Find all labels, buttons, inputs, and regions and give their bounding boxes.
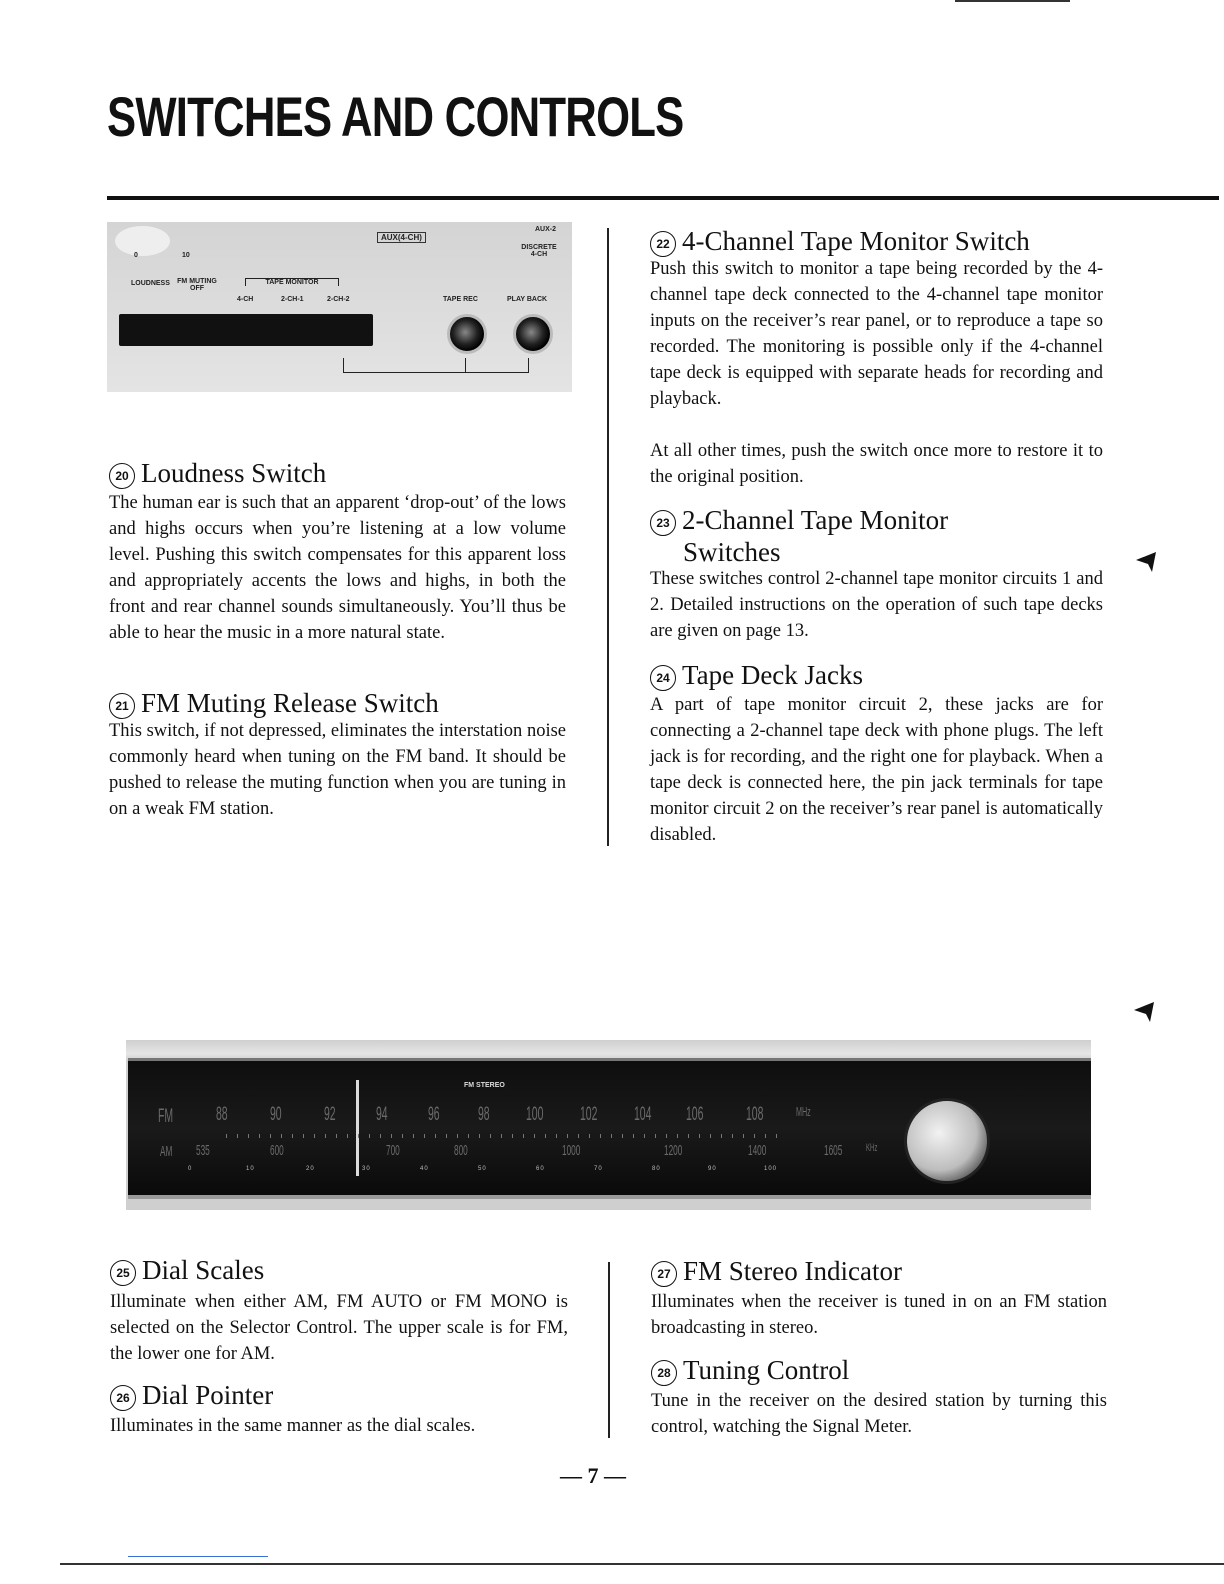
- log-mark: 70: [594, 1166, 603, 1172]
- fm-mark: 100: [526, 1104, 544, 1125]
- section-20-body: The human ear is such that an apparent ‘drop-out’ of the lows and highs occurs when you’re listening at a low volume level. Pushing this switch compensates for this apparent loss and appropriately accents the lows and highs, in both the front and rear channel sounds simultaneously. You’ll thus be able to hear the music in a more natural state.: [109, 493, 566, 643]
- fm-mark: 102: [580, 1104, 598, 1125]
- switch-panel-photo: [107, 222, 572, 392]
- callout-bracket-mid: [465, 358, 466, 372]
- aux-4ch-label: AUX(4-CH): [377, 232, 426, 243]
- fm-stereo-indicator: FM STEREO: [464, 1082, 505, 1089]
- am-band-label: AM: [160, 1143, 173, 1160]
- callout-bracket: [343, 358, 529, 373]
- section-22-body: Push this switch to monitor a tape being recorded by the 4-channel tape deck connected to the 4-channel tape monitor inputs on the receiver’s rear panel, or to reproduce a tape so recorded. The monitoring is possible only if the 4-channel tape deck is equipped with separate heads for recording and playback.: [650, 259, 1103, 409]
- section-20-title: Loudness Switch: [141, 458, 327, 488]
- column-divider-top: [607, 228, 609, 846]
- section-25-title: Dial Scales: [142, 1255, 265, 1285]
- 2ch-1-label: 2-CH-1: [281, 296, 304, 303]
- edge-mark-2: [1134, 1002, 1154, 1022]
- section-25-number: 25: [110, 1260, 136, 1286]
- fm-mark: 96: [428, 1104, 440, 1125]
- fm-band-label: FM: [158, 1106, 174, 1127]
- loudness-label: LOUDNESS: [131, 280, 170, 287]
- section-21-body: This switch, if not depressed, eliminates the interstation noise commonly heard when tuning on the FM band. It should be pushed to release the muting function when you are tuning in on a weak FM station.: [109, 721, 566, 819]
- section-27-body: Illuminates when the receiver is tuned in on an FM station broadcasting in stereo.: [651, 1292, 1107, 1338]
- section-23-number: 23: [650, 510, 676, 536]
- section-22-title: 4-Channel Tape Monitor Switch: [682, 226, 1030, 256]
- fm-scale: [216, 1104, 856, 1130]
- am-mark: 1605: [824, 1142, 843, 1159]
- am-mark: 1400: [748, 1142, 767, 1159]
- log-scale: [188, 1166, 818, 1176]
- am-mark: 1000: [562, 1142, 581, 1159]
- am-mark: 700: [386, 1142, 400, 1159]
- section-22-number: 22: [650, 231, 676, 257]
- 2ch-2-label: 2-CH-2: [327, 296, 350, 303]
- section-23-title-line2: Switches: [683, 537, 781, 567]
- knob-zero-label: 0: [134, 252, 138, 259]
- section-28-title: Tuning Control: [683, 1355, 850, 1385]
- title-rule: [107, 196, 1219, 200]
- section-22-body-2: At all other times, push the switch once more to restore it to the original position.: [650, 441, 1103, 487]
- column-divider-bottom: [608, 1262, 610, 1438]
- section-21-number: 21: [109, 693, 135, 719]
- section-26-title: Dial Pointer: [142, 1380, 274, 1410]
- 4ch-label: 4-CH: [237, 296, 254, 303]
- log-mark: 100: [764, 1166, 778, 1172]
- am-mark: 1200: [664, 1142, 683, 1159]
- push-switch-bar: [119, 314, 373, 346]
- fm-mark: 98: [478, 1104, 490, 1125]
- section-27-number: 27: [651, 1261, 677, 1287]
- page-title: SWITCHES AND CONTROLS: [107, 85, 684, 148]
- fm-mark: 104: [634, 1104, 652, 1125]
- edge-mark-1: [1136, 552, 1156, 572]
- tape-rec-label: TAPE REC: [443, 296, 478, 303]
- log-mark: 0: [188, 1166, 193, 1172]
- khz-label: KHz: [866, 1142, 878, 1154]
- fm-mark: 94: [376, 1104, 388, 1125]
- section-21-heading: [109, 688, 439, 719]
- section-26-body: Illuminates in the same manner as the dial scales.: [110, 1416, 476, 1436]
- aux-2-label: AUX-2: [535, 226, 557, 233]
- section-20-heading: [109, 458, 326, 489]
- section-28-heading: [651, 1355, 849, 1386]
- bottom-edge-line: [60, 1563, 1224, 1565]
- top-edge-line: [955, 0, 1070, 2]
- section-25-body: Illuminate when either AM, FM AUTO or FM MONO is selected on the Selector Control. The upper scale is for FM, the lower one for AM.: [110, 1292, 568, 1364]
- fm-mark: 90: [270, 1104, 282, 1125]
- section-23-heading: [650, 505, 948, 536]
- section-21-title: FM Muting Release Switch: [141, 688, 439, 718]
- section-27-title: FM Stereo Indicator: [683, 1256, 902, 1286]
- fm-mark: 88: [216, 1104, 228, 1125]
- log-mark: 40: [420, 1166, 429, 1172]
- fm-muting-label: FM MUTING OFF: [177, 278, 217, 292]
- tape-monitor-label: TAPE MONITOR: [245, 278, 339, 286]
- discrete-4ch-label: DISCRETE 4-CH: [521, 244, 557, 258]
- log-mark: 50: [478, 1166, 487, 1172]
- section-22-heading: [650, 226, 1030, 257]
- section-23-body: These switches control 2-channel tape monitor circuits 1 and 2. Detailed instructions on the operation of such tape decks are given on page 13.: [650, 569, 1103, 641]
- log-mark: 90: [708, 1166, 717, 1172]
- fm-mark: 108: [746, 1104, 764, 1125]
- section-20-number: 20: [109, 463, 135, 489]
- fm-mark: 92: [324, 1104, 336, 1125]
- section-28-body: Tune in the receiver on the desired station by turning this control, watching the Signal Meter.: [651, 1391, 1107, 1437]
- section-24-number: 24: [650, 665, 676, 691]
- section-24-heading: [650, 660, 863, 691]
- bottom-blue-line: [128, 1556, 268, 1557]
- knob-ten-label: 10: [182, 252, 190, 259]
- volume-knob: [115, 226, 170, 256]
- am-mark: 800: [454, 1142, 468, 1159]
- section-24-body: A part of tape monitor circuit 2, these jacks are for connecting a 2-channel tape deck with phone plugs. The left jack is for recording, and the right one for playback. When a tape deck is connected here, the pin jack terminals for tape monitor circuit 2 on the receiver’s rear panel is automatically disabled.: [650, 695, 1103, 845]
- log-mark: 60: [536, 1166, 545, 1172]
- tuner-dial-photo: [126, 1040, 1091, 1210]
- fm-tick-row: [226, 1134, 786, 1138]
- play-back-jack: [513, 314, 553, 354]
- section-24-title: Tape Deck Jacks: [682, 660, 864, 690]
- fm-mark: 106: [686, 1104, 704, 1125]
- section-27-heading: [651, 1256, 902, 1287]
- am-scale: [196, 1142, 916, 1164]
- page-number: — 7 —: [560, 1463, 626, 1488]
- mhz-label: MHz: [796, 1104, 811, 1119]
- section-26-number: 26: [110, 1385, 136, 1411]
- log-mark: 30: [362, 1166, 371, 1172]
- am-mark: 600: [270, 1142, 284, 1159]
- section-23-title-line1: 2-Channel Tape Monitor: [682, 505, 949, 535]
- tape-rec-jack: [447, 314, 487, 354]
- log-mark: 10: [246, 1166, 255, 1172]
- section-26-heading: [110, 1380, 273, 1411]
- log-mark: 20: [306, 1166, 315, 1172]
- section-25-heading: [110, 1255, 264, 1286]
- section-28-number: 28: [651, 1360, 677, 1386]
- tuning-knob: [904, 1098, 990, 1184]
- am-mark: 535: [196, 1142, 210, 1159]
- log-mark: 80: [652, 1166, 661, 1172]
- play-back-label: PLAY BACK: [507, 296, 548, 303]
